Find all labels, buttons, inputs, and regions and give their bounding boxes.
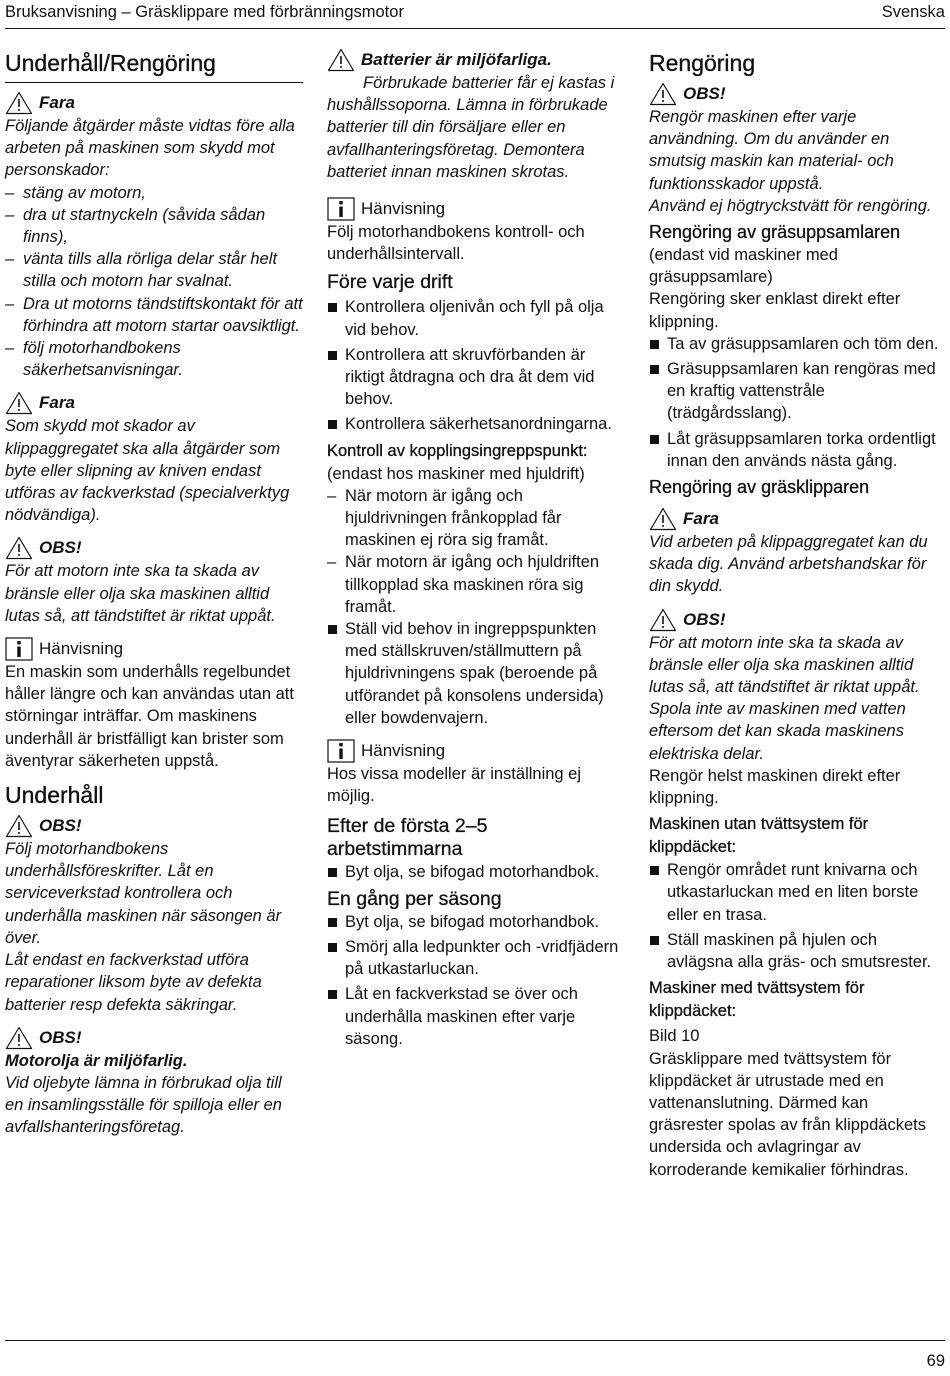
notice-label: OBS! [683,83,726,103]
heading-maskinen-utan-tvattsystem: Maskinen utan tvättsystem för klippdäcket: [649,815,869,857]
notice-text: Rengör maskinen efter varje användning. Om du använder en smutsig maskin kan material- och funktionsskador uppstå. [649,108,894,193]
header-language: Svenska [881,3,945,21]
list-item: Byt olja, se bifogad motorhandbok. [327,861,627,883]
bullet-square-icon [650,365,659,374]
bullet-square-icon [328,943,337,952]
checklist [649,333,947,472]
warning-icon [5,814,33,838]
list-item: Smörj alla ledpunkter och -vridfjädern på utkastarluckan. [327,936,627,980]
danger-notice [5,391,303,526]
list-item: – Dra ut motorns tändstiftskontakt för att förhindra att motorn startar oavsiktligt. [5,294,303,335]
info-notice [327,197,627,265]
info-notice [5,637,303,772]
header-title: Bruksanvisning – Gräsklippare med förbränningsmotor [5,3,404,21]
list-item: Kontrollera att skruvförbanden är riktigt åtdragna och dra åt dem vid behov. [327,344,627,411]
list-item: – När motorn är igång och hjuldrivningen frånkopplad får maskinen ej röra sig framåt. [327,486,562,550]
figure-reference: Bild 10 [649,1027,700,1046]
heading-kontroll-koppling: Kontroll av kopplingsingreppspunkt: [327,441,588,460]
column-2 [327,48,627,1053]
list-item: Gräsuppsamlaren kan rengöras med en kraftig vattenstråle (trädgårdsslang). [649,358,947,425]
warning-icon [5,91,33,115]
heading-efter-forsta: Efter de första 2–5 arbetstimmarna [327,815,488,861]
bullet-square-icon [328,420,337,429]
bullet-square-icon [650,435,659,444]
notice-text: Följ motorhandbokens underhållsföreskrifter. Låt en serviceverkstad kontrollera och underhålla maskinen när säsongen är över. [5,840,282,947]
bullet-square-icon [328,990,337,999]
info-notice [327,739,627,807]
info-icon [327,739,355,763]
checklist [327,911,627,1050]
notice-label: Hänvisning [361,740,446,760]
warning-icon [5,1026,33,1050]
bullet-square-icon [650,936,659,945]
warning-icon [5,536,33,560]
list-item: Byt olja, se bifogad motorhandbok. [327,911,627,933]
notice-label: OBS! [39,538,82,558]
notice-text: För att motorn inte ska ta skada av bränsle eller olja ska maskinen alltid lutas så, att tändstiftet är riktat uppåt. [649,633,920,697]
bullet-square-icon [328,868,337,877]
notice-label: OBS! [39,815,82,835]
warning-icon [327,48,355,72]
notice-bold-text: Motorolja är miljöfarlig. [5,1051,188,1070]
section-title-underhall: Underhåll [5,782,104,809]
notice-label: Hänvisning [39,638,124,658]
checklist [327,861,627,883]
checklist [327,296,627,435]
notice-label: OBS! [39,1027,82,1047]
list-item: – vänta tills alla rörliga delar står helt stilla och motorn har svalnat. [5,250,278,291]
notice-text: Följande åtgärder måste vidtas före alla arbeten på maskinen som skydd mot personskador: [5,117,295,180]
environment-notice [327,48,627,183]
bullet-square-icon [328,303,337,312]
list-item: Ta av gräsuppsamlaren och töm den. [649,333,947,355]
info-icon [327,197,355,221]
warning-icon [649,608,677,632]
bullet-square-icon [328,625,337,634]
danger-notice [649,507,947,598]
checklist [649,859,947,973]
list-item: Låt gräsuppsamlaren torka ordentligt innan den används nästa gång. [649,428,947,472]
bullet-square-icon [328,918,337,927]
page-header [5,0,945,29]
column-3 [649,40,947,1181]
safety-steps-list [5,182,303,382]
list-item: Ställ maskinen på hjulen och avlägsna alla gräs- och smutsrester. [649,929,947,973]
notice-label: Batterier är miljöfarliga. [361,49,552,69]
bullet-square-icon [328,351,337,360]
warning-icon [649,82,677,106]
paragraph: (endast hos maskiner med hjuldrift) [327,464,585,483]
caution-notice [5,1026,303,1139]
list-item: Kontrollera oljenivån och fyll på olja vid behov. [327,296,627,340]
info-icon [5,637,33,661]
notice-label: Fara [39,393,75,413]
heading-maskiner-med-tvattsystem: Maskiner med tvättsystem för klippdäcket: [649,979,865,1021]
dash-list [327,485,627,618]
list-item: Kontrollera säkerhetsanordningarna. [327,413,627,435]
notice-text: Förbrukade batterier får ej kastas i hushållssoporna. Lämna in förbrukade batterier till din försäljare eller en avfallhanteringsföretag. Demontera batteriet innan maskinen skrotas. [327,74,615,181]
checklist [327,618,627,729]
caution-notice [5,536,303,627]
heading-rengoring-grasuppsamlaren: Rengöring av gräsuppsamlaren [649,222,901,243]
paragraph: (endast vid maskiner med gräsuppsamlare) [649,246,838,287]
notice-label: Hänvisning [361,198,446,218]
heading-en-gang-per-sason: En gång per säsong [327,887,502,910]
paragraph: Rengör helst maskinen direkt efter klippning. [649,766,901,808]
list-item: Rengör området runt knivarna och utkastarluckan med en liten borste eller en trasa. [649,859,947,926]
notice-text: Följ motorhandbokens kontroll- och underhållsintervall. [327,223,585,264]
list-item: – När motorn är igång och hjuldriften tillkopplad ska maskinen röra sig framåt. [327,553,600,616]
bullet-square-icon [650,866,659,875]
heading-rengoring-grasklipparen: Rengöring av gräsklipparen [649,477,870,498]
list-item: – stäng av motorn, [5,183,146,202]
notice-text: Använd ej högtryckstvätt för rengöring. [649,196,932,215]
column-1 [5,40,303,1139]
paragraph: Gräsklippare med tvättsystem för klippdäcket är utrustade med en vattenanslutning. Därmed kan gräsrester spolas av från klippdäckets undersida och avlagringar av korroderande kemikalier förhindras. [649,1049,926,1179]
danger-notice [5,91,303,381]
list-item: Låt en fackverkstad se över och underhålla maskinen efter varje säsong. [327,983,627,1050]
warning-icon [5,391,33,415]
bullet-square-icon [650,340,659,349]
list-item: – dra ut startnyckeln (såvida sådan finns), [5,205,266,247]
notice-text: Vid arbeten på klippaggregatet kan du skada dig. Använd arbetshandskar för din skydd. [649,533,928,596]
notice-text: För att motorn inte ska ta skada av bränsle eller olja ska maskinen alltid lutas så, att tändstiftet är riktat uppåt. [5,562,276,625]
notice-label: Fara [39,92,75,112]
notice-text: Spola inte av maskinen med vatten eftersom det kan skada maskinens elektriska delar. [649,700,906,763]
notice-label: OBS! [683,609,726,629]
heading-fore-varje-drift: Före varje drift [327,271,453,294]
notice-label: Fara [683,508,719,528]
notice-text: En maskin som underhålls regelbundet håller längre och kan användas utan att störningar inträffar. Om maskinens underhåll är bristfälligt kan brister som äventyrar säkerheten uppstå. [5,663,294,770]
notice-text: Som skydd mot skador av klippaggregatet ska alla åtgärder som byte eller slipning av kniven endast utföras av fackverkstad (specialverktyg nödvändiga). [5,417,290,525]
list-item: Ställ vid behov in ingreppspunkten med ställskruven/ställmuttern på hjuldrivningens spak (beroende på utförandet på konsolens undersida) eller bowdenvajern. [327,618,627,729]
notice-text: Låt endast en fackverkstad utföra reparationer liksom byte av defekta batterier resp defekta säkringar. [5,951,262,1014]
warning-icon [649,507,677,531]
caution-notice [649,82,947,217]
section-title-underhall-rengoring: Underhåll/Rengöring [5,48,303,83]
page-number: 69 [926,1352,945,1370]
list-item: – följ motorhandbokens säkerhetsanvisningar. [5,339,183,380]
section-title-rengoring: Rengöring [649,50,756,76]
notice-text: Vid oljebyte lämna in förbrukad olja till en insamlingsställe för spilloja eller en avfallshanteringsföretag. [5,1073,282,1137]
caution-notice [649,608,947,765]
caution-notice [5,814,303,1016]
notice-text: Hos vissa modeller är inställning ej möjlig. [327,765,582,806]
footer-divider [5,1340,945,1341]
paragraph: Rengöring sker enklast direkt efter klippning. [649,290,901,331]
